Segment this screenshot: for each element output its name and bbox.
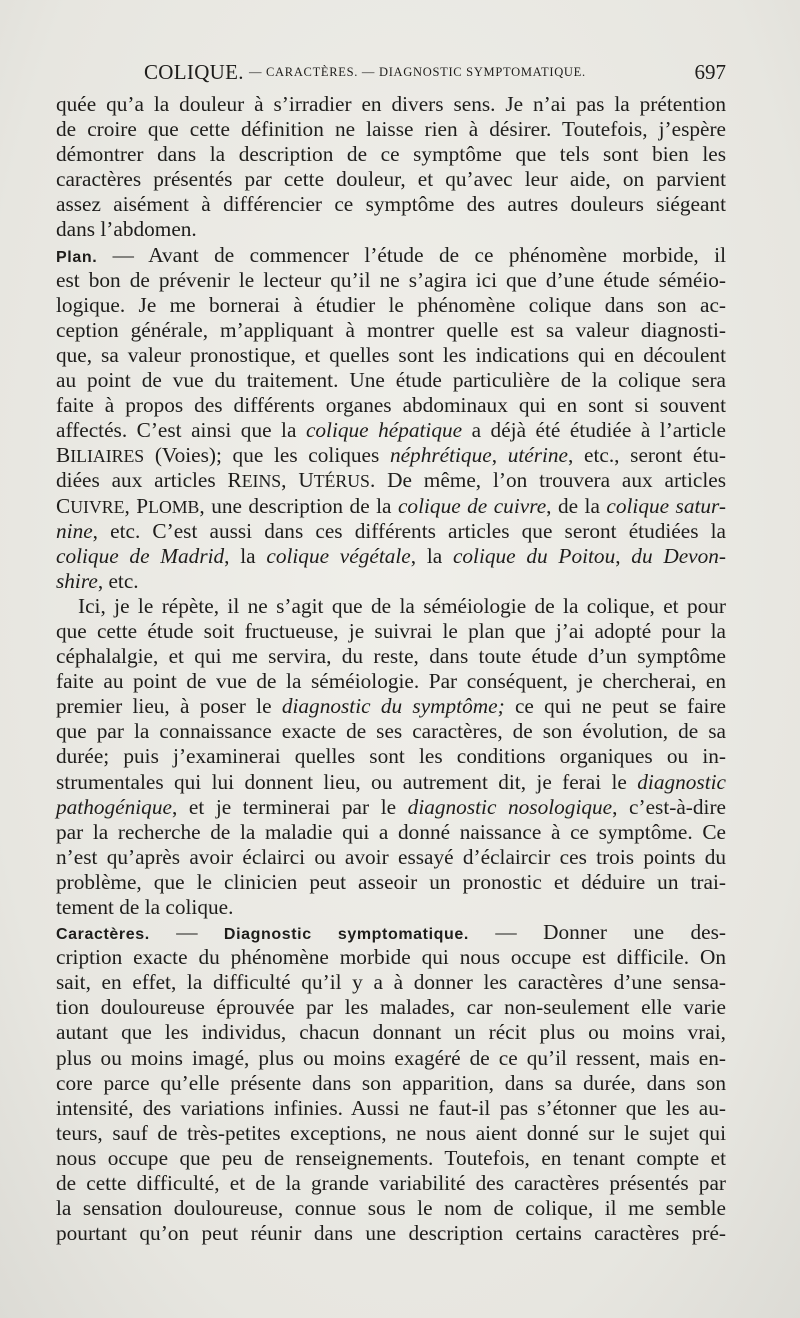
text-line: sait, en effet, la difficulté qu’il y a à donner les caractères d’une sensa- <box>56 970 726 995</box>
text-line: que cette étude soit fructueuse, je suivrai le plan que j’ai adopté pour la <box>56 618 726 643</box>
text-line: BILIAIRES (Voies); que les coliques néphrétique, utérine, etc., seront étu- <box>56 443 726 468</box>
text-line: CUIVRE, PLOMB, une description de la colique de cuivre, de la colique satur- <box>56 493 727 518</box>
text-line: Caractères. — Diagnostic symptomatique. — Donner une des- <box>56 920 726 945</box>
text-line: premier lieu, à poser le diagnostic du symptôme; ce qui ne peut se faire <box>56 694 726 719</box>
text-line: de cette difficulté, et de la grande variabilité des caractères présentés par <box>56 1171 726 1196</box>
text-line: pathogénique, et je terminerai par le diagnostic nosologique, c’est-à-dire <box>56 794 726 819</box>
text-line: tement de la colique. <box>56 895 234 919</box>
running-head-sections: — CARACTÈRES. — DIAGNOSTIC SYMPTOMATIQUE. <box>249 65 586 79</box>
text-line: quée qu’a la douleur à s’irradier en divers sens. Je n’ai pas la prétention <box>56 92 726 116</box>
text-line: caractères présentés par cette douleur, et qu’avec leur aide, on parvient <box>56 167 726 192</box>
text-line: faite à propos des différents organes abdominaux qui en sont si souvent <box>56 393 726 418</box>
text-line: pourtant qu’on peut réunir dans une description certains caractères pré- <box>56 1221 726 1246</box>
text-line: au point de vue du traitement. Une étude particulière de la colique sera <box>56 368 726 393</box>
text-line: la sensation douloureuse, connue sous le nom de colique, il me semble <box>56 1196 726 1221</box>
text-line: par la recherche de la maladie qui a donné naissance à ce symptôme. Ce <box>56 819 726 844</box>
text-line: durée; puis j’examinerai quelles sont les conditions organiques ou in- <box>56 744 726 769</box>
text-line: dans l’abdomen. <box>56 217 197 242</box>
text-line: problème, que le clinicien peut asseoir un pronostic et déduire un trai- <box>56 869 726 894</box>
text-line: que par la connaissance exacte de ses caractères, de son évolution, de sa <box>56 719 726 744</box>
text-line: Plan. — Avant de commencer l’étude de ce phénomène morbide, il <box>56 242 726 267</box>
text-line: nous occupe que peu de renseignements. Toutefois, en tenant compte et <box>56 1145 726 1170</box>
text-line: affectés. C’est ainsi que la colique hépatique a déjà été étudiée à l’article <box>56 418 726 443</box>
text-line: que, sa valeur pronostique, et quelles sont les indications qui en découlent <box>56 342 726 367</box>
text-line: autant que les individus, chacun donnant un récit plus ou moins vrai, <box>56 1020 726 1045</box>
text-line: n’est qu’après avoir éclairci ou avoir essayé d’éclaircir ces trois points du <box>56 844 726 869</box>
text-line: céphalalgie, et qui me servira, du reste, dans toute étude d’un symptôme <box>56 644 726 669</box>
text-line: plus ou moins imagé, plus ou moins exagéré de ce qu’il ressent, mais en- <box>56 1045 726 1070</box>
text-line: teurs, sauf de très-petites exceptions, ne nous aient donné sur le sujet qui <box>56 1120 726 1145</box>
text-line: ception générale, m’appliquant à montrer quelle est sa valeur diagnosti- <box>56 317 726 342</box>
text-line: core parce qu’elle présente dans son apparition, dans sa durée, dans son <box>56 1070 726 1095</box>
text-line: faite au point de vue de la séméiologie. Par conséquent, je chercherai, en <box>56 669 726 694</box>
text-line: nine, etc. C’est aussi dans ces différents articles que seront étudiées la <box>56 518 726 543</box>
body-text <box>56 92 726 1246</box>
running-head-title: COLIQUE. <box>144 60 244 84</box>
text-line: strumentales qui lui donnent lieu, ou autrement dit, je ferai le diagnostic <box>56 769 726 794</box>
text-line: shire, etc. <box>56 568 139 593</box>
text-line: tion douloureuse éprouvée par les malades, car non-seulement elle varie <box>56 995 726 1020</box>
running-head <box>56 60 726 88</box>
text-line: démontrer dans la description de ce symptôme que tels sont bien les <box>56 142 726 167</box>
text-line: colique de Madrid, la colique végétale, la colique du Poitou, du Devon- <box>56 543 727 568</box>
text-line: est bon de prévenir le lecteur qu’il ne s’agira ici que d’une étude séméio- <box>56 267 726 292</box>
page-number: 697 <box>694 60 726 84</box>
text-line: Ici, je le répète, il ne s’agit que de la séméiologie de la colique, et pour <box>78 593 726 618</box>
text-line: intensité, des variations infinies. Aussi ne faut-il pas s’étonner que les au- <box>56 1095 726 1120</box>
text-line: assez aisément à différencier ce symptôme des autres douleurs siégeant <box>56 192 726 217</box>
text-line: de croire que cette définition ne laisse rien à désirer. Toutefois, j’espère <box>56 117 726 142</box>
text-line: diées aux articles REINS, UTÉRUS. De même, l’on trouvera aux articles <box>56 468 726 493</box>
text-line: cription exacte du phénomène morbide qui nous occupe est difficile. On <box>56 945 726 970</box>
text-line: logique. Je me bornerai à étudier le phénomène colique dans son ac- <box>56 292 726 317</box>
